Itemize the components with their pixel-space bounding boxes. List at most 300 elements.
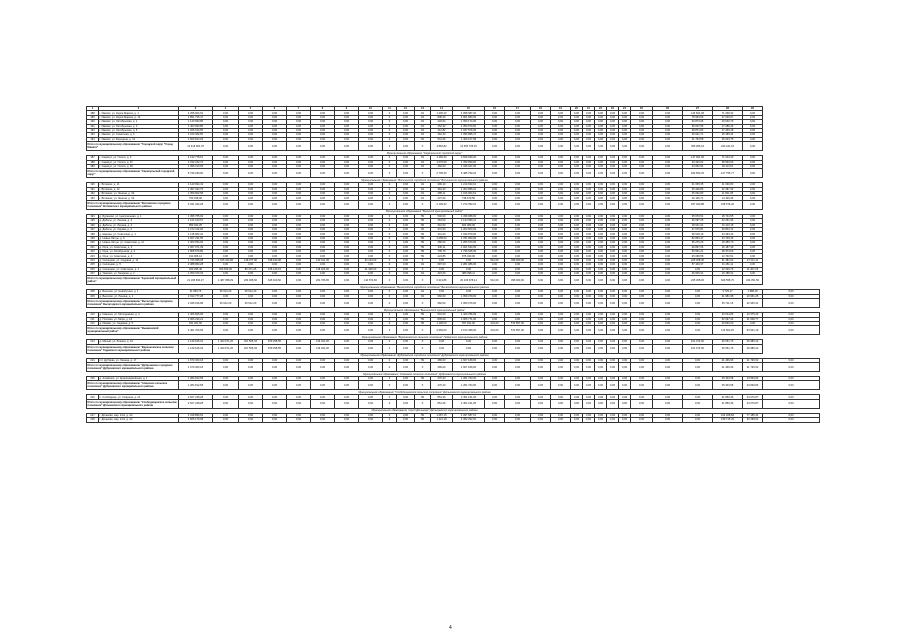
table-cell: 0,00 [653,395,683,399]
table-cell: 0,00 [263,236,287,240]
table-cell: 0,00 [485,223,505,227]
table-cell: 0,00 [263,115,287,119]
table-cell: 463,00 [431,219,453,223]
table-cell: 0,00 [583,340,595,344]
table-cell: 0,00 [397,196,415,200]
table-cell: 0,00 [359,223,383,227]
summary-cell: 5 041 322,28 [179,200,213,209]
table-cell: 0,00 [743,111,763,115]
table-cell: 0,00 [653,245,683,249]
table-cell: 0,00 [551,395,571,399]
table-cell: СК [415,228,431,232]
table-cell: 191 [87,124,99,128]
table-cell: 0,00 [743,183,763,187]
table-cell: 0,00 [505,115,531,119]
summary-cell: 110 574,60 [359,276,383,285]
table-cell: 0,00 [583,241,595,245]
address-cell: д. Игра, ул. Советская, д. 4 [99,254,179,258]
table-cell: 0,00 [571,395,583,399]
table-cell: 187 [87,156,99,160]
table-cell: 0,00 [619,124,631,128]
table-cell: 224,85 [431,254,453,258]
table-cell: 0,00 [239,254,263,258]
summary-cell: 0,00 [631,381,653,390]
table-cell: 1 469 167,98 [453,137,485,141]
summary-cell: 0,00 [397,142,415,151]
table-cell: 22 251,96 [713,219,743,223]
table-cell: 0,00 [743,236,763,240]
table-cell: 0,00 [287,263,311,267]
summary-cell: 2 795,30 [431,169,453,178]
summary-cell: 14 350 735,45 [453,142,485,151]
table-cell: 853 022,25 [179,223,213,227]
summary-cell: 1 487 058,29 [213,276,239,285]
table-cell: 0 [383,271,397,275]
summary-cell: 2 046 616,98 [179,299,213,308]
table-cell: 2 066 230,21 [179,317,213,321]
summary-cell: 0,00 [397,299,415,308]
table-cell: 1 203 604,09 [453,228,485,232]
table-cell: 0,00 [595,128,607,132]
table-cell: 0,00 [311,358,335,362]
address-cell: д. Малый, ул. Ленина, д. 1А [99,340,179,344]
summary-cell: 2 566,00 [431,326,453,335]
table-cell: 0 [383,232,397,236]
table-cell: 0,00 [743,249,763,253]
summary-cell: 0,00 [531,326,551,335]
table-cell: 0,00 [619,223,631,227]
summary-cell: 0,00 [619,326,631,335]
table-cell: 0,00 [583,187,595,191]
table-cell: 0,00 [287,358,311,362]
table-cell: 0,00 [583,137,595,141]
table-cell: 0,00 [335,377,359,381]
table-cell: 0,00 [531,183,551,187]
table-cell: 0,00 [571,290,583,294]
summary-cell: 629 558,70 [713,276,743,285]
table-cell: 412,82 [431,128,453,132]
summary-cell: 0,00 [397,200,415,209]
table-cell: 0,00 [551,249,571,253]
table-cell: 0,00 [551,223,571,227]
table-cell: 0,00 [397,223,415,227]
table-cell: 194 [87,137,99,141]
summary-cell: 0,00 [619,142,631,151]
table-cell: 0,00 [595,183,607,187]
table-cell: 0,00 [239,241,263,245]
table-cell: 0,00 [607,258,619,262]
table-cell: 0,00 [607,245,619,249]
table-cell: 0,00 [359,321,383,325]
table-cell: 0,00 [505,418,531,422]
table-cell: 0,00 [485,128,505,132]
table-cell: 0,00 [583,183,595,187]
column-number-cell: 1 [87,107,99,111]
table-cell: ПК [415,254,431,258]
table-cell: 0,00 [239,317,263,321]
table-cell: 0,00 [335,124,359,128]
table-cell: 0,00 [607,313,619,317]
summary-row [87,344,820,353]
table-cell: 0,00 [397,128,415,132]
table-cell: 11 821,95 [713,192,743,196]
table-cell: 0,00 [653,115,683,119]
table-cell: 0,00 [359,271,383,275]
table-cell: 538 640,08 [263,258,287,262]
municipality-heading: Муниципальное образование "Вычегодское городское поселение" Вычегодского муниципального района [87,285,763,290]
table-cell: 512,00 [485,258,505,262]
table-cell: 0,00 [213,128,239,132]
table-cell: 0,00 [311,128,335,132]
address-cell: г. Ижевск, ул. Карла Маркса, д. 1 [99,111,179,115]
summary-row [87,169,820,178]
table-cell: 0,00 [583,115,595,119]
table-cell: 0,00 [505,187,531,191]
table-cell: 0,00 [763,358,820,362]
summary-cell: 4 866,82 [431,142,453,151]
table-cell: 0,00 [359,245,383,249]
table-cell: 0,00 [335,111,359,115]
table-cell: 0,00 [531,340,551,344]
table-cell: 0,00 [531,245,551,249]
table-cell: 0,00 [607,418,619,422]
summary-cell: 264 008,66 [239,276,263,285]
summary-cell: 0,00 [397,399,415,408]
table-cell: 0,00 [397,245,415,249]
table-cell: 0,00 [263,183,287,187]
table-cell: 0,00 [763,395,820,399]
table-cell: 0,00 [359,263,383,267]
table-cell: 189 [87,115,99,119]
table-cell: 0,00 [531,271,551,275]
table-cell: 0,00 [335,395,359,399]
table-cell: 47 675,81 [683,228,713,232]
table-cell: 0,00 [607,111,619,115]
program-table [86,106,820,423]
table-cell: 0,00 [619,294,631,298]
table-cell: 0,00 [239,192,263,196]
summary-cell: 0,00 [607,363,619,372]
table-cell: 0,00 [571,236,583,240]
table-cell: СК [415,137,431,141]
municipality-heading: Муниципальное образование "Дуброевское городское поселение" Дуброевского муниципального района [87,353,763,358]
table-cell: 0,00 [359,183,383,187]
table-cell: 0,00 [653,321,683,325]
table-cell: 0,00 [335,358,359,362]
summary-cell: Х [415,276,431,285]
summary-label: Итого по муниципальному образованию "Воткинское городское поселение" Воткинского муниципального района [87,200,179,209]
summary-cell: 0,00 [359,200,383,209]
table-cell: 26 606,31 [683,271,713,275]
table-cell: 188 [87,111,99,115]
table-cell: 1 039 870,00 [453,232,485,236]
table-cell: 35 276,29 [683,241,713,245]
table-cell: 0,00 [213,294,239,298]
table-cell: 0,00 [335,271,359,275]
table-cell: 0,00 [505,196,531,200]
summary-cell: 0,00 [683,381,713,390]
table-cell: 2 781 860,00 [453,236,485,240]
table-cell: 0,00 [571,418,583,422]
table-cell: 0,00 [311,133,335,137]
table-cell: 0,00 [607,290,619,294]
table-cell: 0,00 [263,413,287,417]
summary-cell: 0,00 [595,344,607,353]
table-cell: 0,00 [263,254,287,258]
address-cell: г. Дятьково, мкр. 13-й, д. 22 [99,418,179,422]
summary-cell: 0 [383,169,397,178]
summary-cell: 0,00 [583,299,595,308]
table-cell: 0,00 [485,241,505,245]
table-cell: 0,00 [359,196,383,200]
table-cell: 0,00 [397,377,415,381]
table-cell: 0,00 [531,214,551,218]
table-cell: 0,00 [485,236,505,240]
table-cell: 0,00 [619,395,631,399]
table-cell: 1 067 071,39 [179,245,213,249]
table-cell: 0,00 [239,271,263,275]
table-cell: 0,00 [607,156,619,160]
summary-cell: 0,00 [335,344,359,353]
table-cell: 0,00 [653,358,683,362]
table-cell: 0,00 [571,120,583,124]
summary-cell: 0,00 [505,344,531,353]
table-cell: 0,00 [239,187,263,191]
table-cell: 0 [383,313,397,317]
table-cell: 202 [87,249,99,253]
table-cell: 18 185,34 [713,133,743,137]
table-cell: 0,00 [485,377,505,381]
table-cell: 0,00 [653,263,683,267]
address-cell: г. Ижевск, ул. Бородина, д. 12 [99,137,179,141]
table-cell: 0,00 [653,133,683,137]
table-cell: 0,00 [239,377,263,381]
table-cell: 0,00 [397,413,415,417]
table-cell: 0,00 [335,321,359,325]
table-cell: 0,00 [239,236,263,240]
table-cell: 0,00 [213,313,239,317]
summary-cell: 0,00 [583,381,595,390]
table-cell: Х [415,340,431,344]
table-cell: 0,00 [683,377,713,381]
table-cell: 0,00 [485,232,505,236]
table-cell: 0,00 [571,263,583,267]
summary-cell: 0,00 [631,142,653,151]
summary-cell: 0,00 [287,299,311,308]
address-cell: д. Уканово, ул. Гагарина, д. 2 [99,271,179,275]
table-cell: 0,00 [239,219,263,223]
table-cell: 0 [383,133,397,137]
table-cell: 0,00 [571,249,583,253]
table-cell: 30 621,71 [683,133,713,137]
table-cell: 0,00 [619,236,631,240]
table-cell: 0,00 [263,263,287,267]
table-cell: 0 [383,228,397,232]
summary-cell: 0,00 [287,142,311,151]
table-cell: 0,00 [583,358,595,362]
table-cell: 0,00 [571,196,583,200]
table-cell: 0,00 [335,254,359,258]
table-cell: 0,00 [397,290,415,294]
table-cell: 82 863,47 [683,236,713,240]
table-cell: 0,00 [631,137,653,141]
table-cell: 20 803,12 [713,228,743,232]
municipality-heading: Муниципальное образование "Воткинское городское поселение" Воткинского муниципального района [87,178,763,183]
summary-label: Итого по муниципальному образованию "Алмазное сельское поселение" Дуброевского муниципального района [87,381,179,390]
table-cell: 0,00 [359,128,383,132]
table-cell: 0,00 [607,115,619,119]
summary-cell: 45 711,15 [713,299,743,308]
summary-cell: 0,00 [505,381,531,390]
table-cell: 464,20 [431,187,453,191]
table-cell: 0,00 [213,183,239,187]
summary-cell: 0,00 [571,142,583,151]
table-cell: 118 424,00 [311,267,335,271]
table-cell: 93 298,04 [743,418,763,422]
table-cell: 0,00 [263,214,287,218]
table-cell: 1 050 373,33 [179,271,213,275]
table-cell: 4 318 890,52 [179,413,213,417]
table-cell: 193 [87,133,99,137]
table-cell: 1 026 614,55 [179,128,213,132]
summary-cell: 0,00 [531,200,551,209]
table-cell: 0,00 [607,236,619,240]
table-cell: 531,00 [431,313,453,317]
summary-cell: 0,00 [213,326,239,335]
summary-cell: 0,00 [607,200,619,209]
table-cell: 0,00 [213,271,239,275]
table-cell: 0,00 [619,290,631,294]
table-cell: 0,00 [335,192,359,196]
table-cell: 0,00 [213,223,239,227]
summary-cell: 0,00 [505,299,531,308]
table-cell: 31 481,11 [713,263,743,267]
summary-cell: 30 051,76 [713,344,743,353]
table-cell: 198 [87,232,99,236]
table-cell: 1 124 096,11 [453,219,485,223]
table-cell: 480,00 [431,241,453,245]
table-cell: 0,00 [619,377,631,381]
table-cell: 4 058 087,00 [453,111,485,115]
summary-cell: 0,00 [287,326,311,335]
table-cell: 1 214 633,01 [453,183,485,187]
table-cell: 0,00 [571,160,583,164]
summary-cell: 0,00 [287,200,311,209]
table-cell: 912 966,12 [179,254,213,258]
table-cell: 0,00 [551,340,571,344]
table-cell: 0,00 [335,241,359,245]
summary-cell: 161 072,60 [683,344,713,353]
table-cell: 0,00 [287,196,311,200]
table-cell: 1 266,30 [431,156,453,160]
table-cell: 0,00 [287,290,311,294]
table-cell: 0,00 [607,124,619,128]
table-cell: 851,26 [431,395,453,399]
table-cell: 0,00 [631,418,653,422]
summary-cell: 0,00 [213,200,239,209]
table-cell: ПК [415,249,431,253]
table-cell: 191 [87,187,99,191]
table-cell: 0,00 [619,321,631,325]
table-cell: 0,00 [397,395,415,399]
table-cell: 0,00 [595,120,607,124]
summary-row [87,399,820,408]
table-cell: 0 [383,249,397,253]
table-cell: 0,00 [505,111,531,115]
table-cell: 0,00 [531,219,551,223]
table-cell: 21 348,00 [359,267,383,271]
table-cell: 0,00 [607,413,619,417]
table-cell: 0,00 [239,228,263,232]
table-cell: 0,00 [239,232,263,236]
table-cell: 199 [87,236,99,240]
table-cell: 0,00 [485,133,505,137]
summary-cell: 0,00 [607,381,619,390]
summary-cell: 327 505,34 [239,344,263,353]
table-cell: 0,00 [397,254,415,258]
table-cell: 460,00 [431,164,453,168]
summary-cell: 0,00 [335,142,359,151]
table-cell: 0,00 [263,377,287,381]
table-cell: 0,00 [287,128,311,132]
table-cell: 0 [383,340,397,344]
table-cell: 0 [383,245,397,249]
table-cell: 0,00 [335,313,359,317]
summary-cell: 187 460,88 [683,200,713,209]
summary-cell: 0,00 [595,299,607,308]
table-cell: 0,00 [551,290,571,294]
table-cell: 0 [383,214,397,218]
summary-cell: 0,00 [551,399,571,408]
summary-cell: 4 461 706,65 [179,326,213,335]
summary-cell: 0,00 [505,169,531,178]
municipality-heading: Муниципальное образование "Сарапульский городской округ" [87,151,763,156]
table-cell: 0,00 [743,321,763,325]
summary-cell: 0,00 [359,169,383,178]
summary-cell: 0,00 [531,276,551,285]
table-cell: 0,00 [571,228,583,232]
summary-cell: 116 431,30 [311,344,335,353]
summary-cell: 0,00 [485,399,505,408]
summary-cell: 0,00 [531,142,551,151]
table-cell: 0,00 [239,115,263,119]
table-cell: 0,00 [397,120,415,124]
table-cell: 0 [383,294,397,298]
table-cell: 0,00 [619,313,631,317]
table-cell: 0,00 [571,271,583,275]
summary-cell: 0,00 [571,169,583,178]
table-cell: 0,00 [397,124,415,128]
table-cell: 0,00 [531,223,551,227]
table-cell: 0,00 [397,164,415,168]
table-cell: 57 440,37 [683,263,713,267]
table-cell: 116 431,30 [311,340,335,344]
table-cell: 0,00 [263,128,287,132]
table-cell: 0,00 [335,219,359,223]
table-cell: 0,00 [631,164,653,168]
table-cell: 0,00 [213,245,239,249]
summary-cell: 0,00 [607,276,619,285]
table-cell: 0,00 [595,124,607,128]
summary-row [87,142,820,151]
table-cell: 0 [383,413,397,417]
table-cell: 1 736 645,00 [453,249,485,253]
table-cell: 0,00 [571,111,583,115]
table-cell: 0,00 [607,133,619,137]
table-cell: 147 001,66 [683,156,713,160]
table-cell: 0,00 [571,294,583,298]
table-cell: 0,00 [263,358,287,362]
